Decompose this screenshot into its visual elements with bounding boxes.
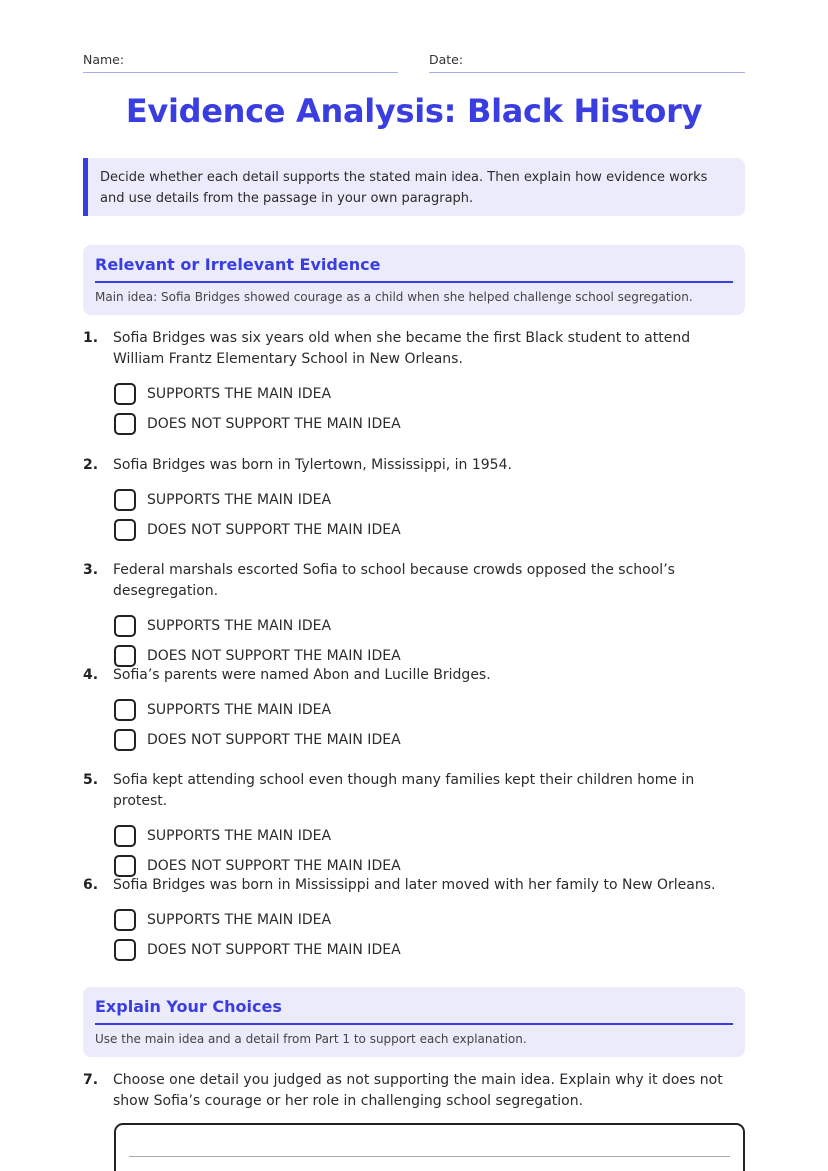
checkbox[interactable] (114, 699, 136, 721)
checkbox[interactable] (114, 519, 136, 541)
checkbox[interactable] (114, 615, 136, 637)
writing-line (129, 1156, 730, 1157)
date-label: Date: (429, 52, 464, 67)
question-text: Sofia’s parents were named Abon and Lucille Bridges. (113, 667, 491, 683)
question-4 (83, 665, 745, 755)
option-does-not-support[interactable] (114, 409, 745, 439)
main-idea-text: Main idea: Sofia Bridges showed courage as a child when she helped challenge school segregation. (95, 290, 693, 304)
name-field[interactable] (83, 52, 398, 73)
question-text: Federal marshals escorted Sofia to school because crowds opposed the school’s desegregation. (113, 562, 675, 599)
name-label: Name: (83, 52, 125, 67)
checkbox[interactable] (114, 825, 136, 847)
question-number: 7. (83, 1072, 99, 1088)
option-label: SUPPORTS THE MAIN IDEA (147, 386, 332, 402)
question-1 (83, 328, 745, 439)
option-label: SUPPORTS THE MAIN IDEA (147, 492, 332, 508)
instructions-box: Decide whether each detail supports the stated main idea. Then explain how evidence works and use details from the passage in your own paragraph. (83, 158, 745, 216)
checkbox[interactable] (114, 909, 136, 931)
option-supports[interactable] (114, 611, 745, 641)
question-number: 1. (83, 330, 99, 346)
question-number: 2. (83, 457, 99, 473)
question-number: 5. (83, 772, 99, 788)
question-5 (83, 770, 745, 881)
page-title: Evidence Analysis: Black History (125, 92, 703, 130)
section-relevant-evidence (83, 245, 745, 315)
answer-box[interactable] (114, 1123, 745, 1171)
option-label: DOES NOT SUPPORT THE MAIN IDEA (147, 942, 401, 958)
question-text: Sofia Bridges was six years old when she became the first Black student to attend William Frantz Elementary School in New Orleans. (113, 330, 691, 367)
question-number: 6. (83, 877, 99, 893)
question-6 (83, 875, 745, 965)
option-label: SUPPORTS THE MAIN IDEA (147, 912, 332, 928)
option-does-not-support[interactable] (114, 515, 745, 545)
option-label: SUPPORTS THE MAIN IDEA (147, 828, 332, 844)
checkbox[interactable] (114, 855, 136, 877)
option-label: DOES NOT SUPPORT THE MAIN IDEA (147, 522, 401, 538)
checkbox[interactable] (114, 645, 136, 667)
question-number: 4. (83, 667, 99, 683)
section-explain-choices (83, 987, 745, 1057)
question-text: Sofia Bridges was born in Mississippi and later moved with her family to New Orleans. (113, 877, 716, 893)
option-label: SUPPORTS THE MAIN IDEA (147, 702, 332, 718)
section-title: Explain Your Choices (95, 987, 733, 1025)
option-supports[interactable] (114, 695, 745, 725)
option-label: DOES NOT SUPPORT THE MAIN IDEA (147, 732, 401, 748)
option-supports[interactable] (114, 485, 745, 515)
question-3 (83, 560, 745, 671)
option-supports[interactable] (114, 821, 745, 851)
question-2 (83, 455, 745, 545)
checkbox[interactable] (114, 939, 136, 961)
option-supports[interactable] (114, 905, 745, 935)
checkbox[interactable] (114, 489, 136, 511)
option-supports[interactable] (114, 379, 745, 409)
option-label: DOES NOT SUPPORT THE MAIN IDEA (147, 648, 401, 664)
checkbox[interactable] (114, 413, 136, 435)
option-does-not-support[interactable] (114, 935, 745, 965)
question-7 (83, 1070, 745, 1112)
checkbox[interactable] (114, 729, 136, 751)
option-label: DOES NOT SUPPORT THE MAIN IDEA (147, 416, 401, 432)
name-date-row (83, 52, 745, 74)
question-text: Sofia Bridges was born in Tylertown, Mississippi, in 1954. (113, 457, 512, 473)
option-label: SUPPORTS THE MAIN IDEA (147, 618, 332, 634)
date-field[interactable] (429, 52, 745, 73)
section-subtitle: Use the main idea and a detail from Part 1 to support each explanation. (95, 1032, 527, 1046)
question-text: Sofia kept attending school even though many families kept their children home in protest. (113, 772, 695, 809)
option-label: DOES NOT SUPPORT THE MAIN IDEA (147, 858, 401, 874)
section-title: Relevant or Irrelevant Evidence (95, 245, 733, 283)
question-text: Choose one detail you judged as not supporting the main idea. Explain why it does not show Sofia’s courage or her role in challenging school segregation. (113, 1072, 723, 1109)
checkbox[interactable] (114, 383, 136, 405)
question-number: 3. (83, 562, 99, 578)
option-does-not-support[interactable] (114, 725, 745, 755)
